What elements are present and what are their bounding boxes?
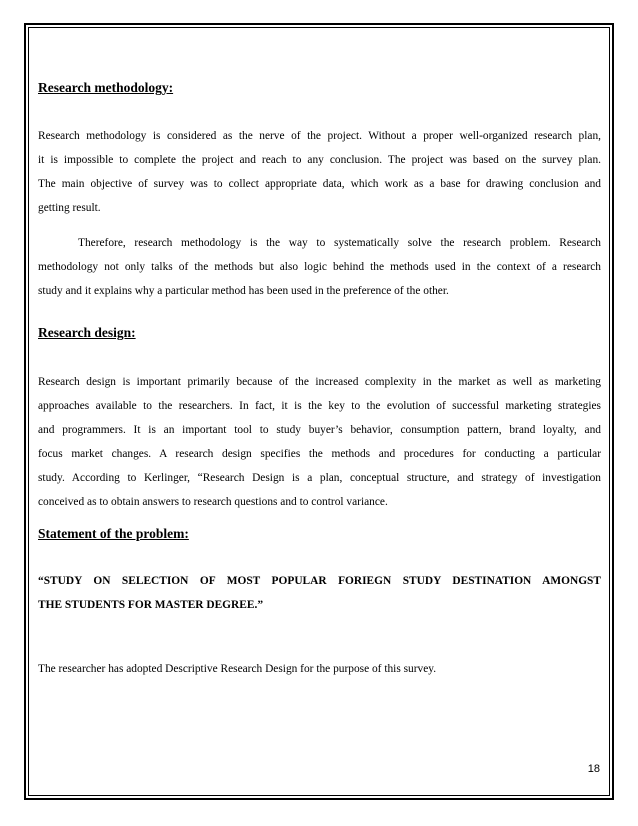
text-line: focus market changes. A research design specifies the methods and procedures for conducting a particular	[38, 448, 601, 460]
text-line: “STUDY ON SELECTION OF MOST POPULAR FORIEGN STUDY DESTINATION AMONGST	[38, 575, 601, 587]
problem-closing-paragraph	[38, 657, 601, 681]
text-line: and programmers. It is an important tool to study buyer’s behavior, consumption pattern, brand loyalty, and	[38, 424, 601, 436]
text-line: study and it explains why a particular method has been used in the preference of the other.	[38, 285, 449, 297]
page-number: 18	[587, 763, 600, 775]
text-line: it is impossible to complete the project and reach to any conclusion. The project was based on the survey plan.	[38, 154, 601, 166]
text-line: Therefore, research methodology is the way to systematically solve the research problem. Research	[78, 237, 601, 249]
heading-research-methodology: Research methodology:	[38, 80, 174, 95]
heading-research-design: Research design:	[38, 325, 136, 340]
text-line: Research design is important primarily because of the increased complexity in the market as well as marketing	[38, 376, 601, 388]
text-line: approaches available to the researchers. In fact, it is the key to the evolution of successful marketing strategies	[38, 400, 601, 412]
design-paragraph	[38, 370, 601, 514]
text-line: The researcher has adopted Descriptive Research Design for the purpose of this survey.	[38, 663, 437, 675]
text-line: methodology not only talks of the methods but also logic behind the methods used in the context of a research	[38, 261, 601, 273]
methodology-paragraph-1	[38, 124, 601, 220]
text-line: Research methodology is considered as the nerve of the project. Without a proper well-organized research plan,	[38, 130, 601, 142]
text-line: THE STUDENTS FOR MASTER DEGREE.”	[38, 599, 264, 611]
methodology-paragraph-2	[38, 231, 601, 303]
text-line: study. According to Kerlinger, “Research Design is a plan, conceptual structure, and strategy of investigation	[38, 472, 601, 484]
text-line: conceived as to obtain answers to research questions and to control variance.	[38, 496, 388, 508]
heading-statement-of-problem: Statement of the problem:	[38, 526, 189, 541]
text-line: The main objective of survey was to collect appropriate data, which work as a base for drawing conclusion and	[38, 178, 601, 190]
problem-title	[38, 569, 601, 617]
text-line: getting result.	[38, 202, 101, 214]
